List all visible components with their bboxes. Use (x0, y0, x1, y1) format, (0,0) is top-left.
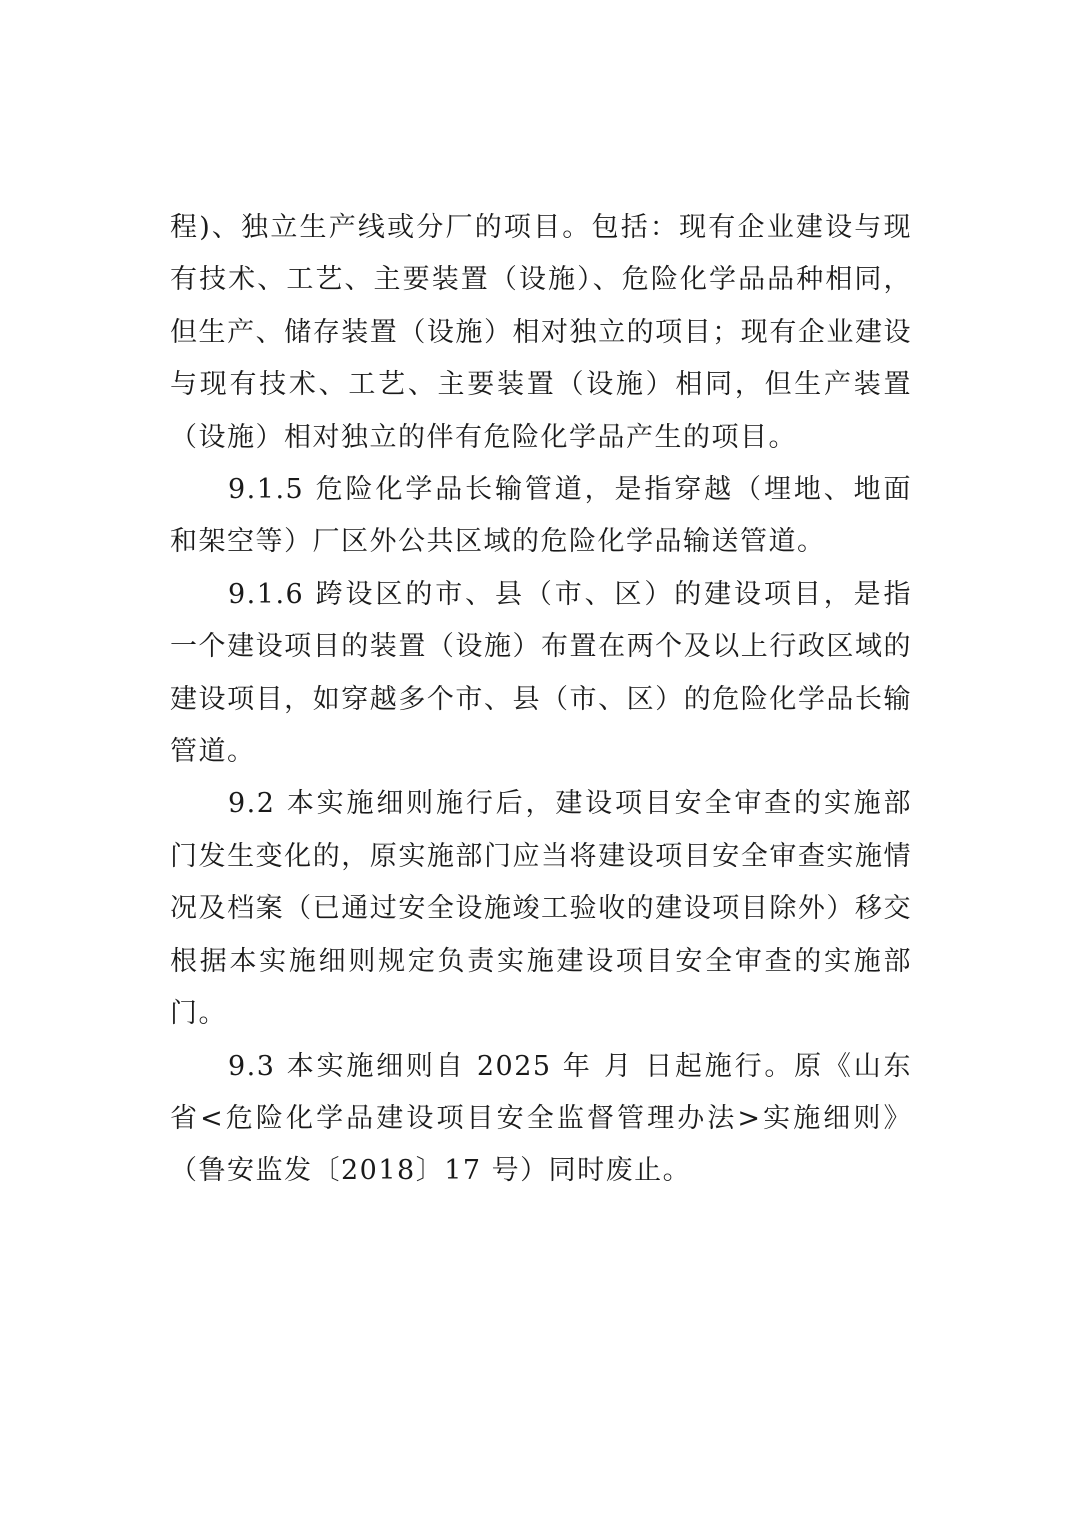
paragraph-9-1-6: 9.1.6 跨设区的市、县（市、区）的建设项目，是指一个建设项目的装置（设施）布置在两个及以上行政区域的建设项目，如穿越多个市、县（市、区）的危险化学品长输管道。 (170, 578, 912, 768)
paragraph-9-2: 9.2 本实施细则施行后，建设项目安全审查的实施部门发生变化的，原实施部门应当将建设项目安全审查实施情况及档案（已通过安全设施竣工验收的建设项目除外）移交根据本实施细则规定负责实施建设项目安全审查的实施部门。 (170, 788, 912, 1030)
document-body (170, 202, 912, 1198)
paragraph-continuation: 程)、独立生产线或分厂的项目。包括：现有企业建设与现有技术、工艺、主要装置（设施）、危险化学品品种相同，但生产、储存装置（设施）相对独立的项目；现有企业建设与现有技术、工艺、主要装置（设施）相同，但生产装置（设施）相对独立的伴有危险化学品产生的项目。 (170, 212, 912, 453)
paragraph-9-1-5: 9.1.5 危险化学品长输管道，是指穿越（埋地、地面和架空等）厂区外公共区域的危险化学品输送管道。 (170, 474, 912, 558)
paragraph-9-3: 9.3 本实施细则自 2025 年 月 日起施行。原《山东省<危险化学品建设项目安全监督管理办法>实施细则》（鲁安监发〔2018〕17 号）同时废止。 (170, 1050, 912, 1187)
